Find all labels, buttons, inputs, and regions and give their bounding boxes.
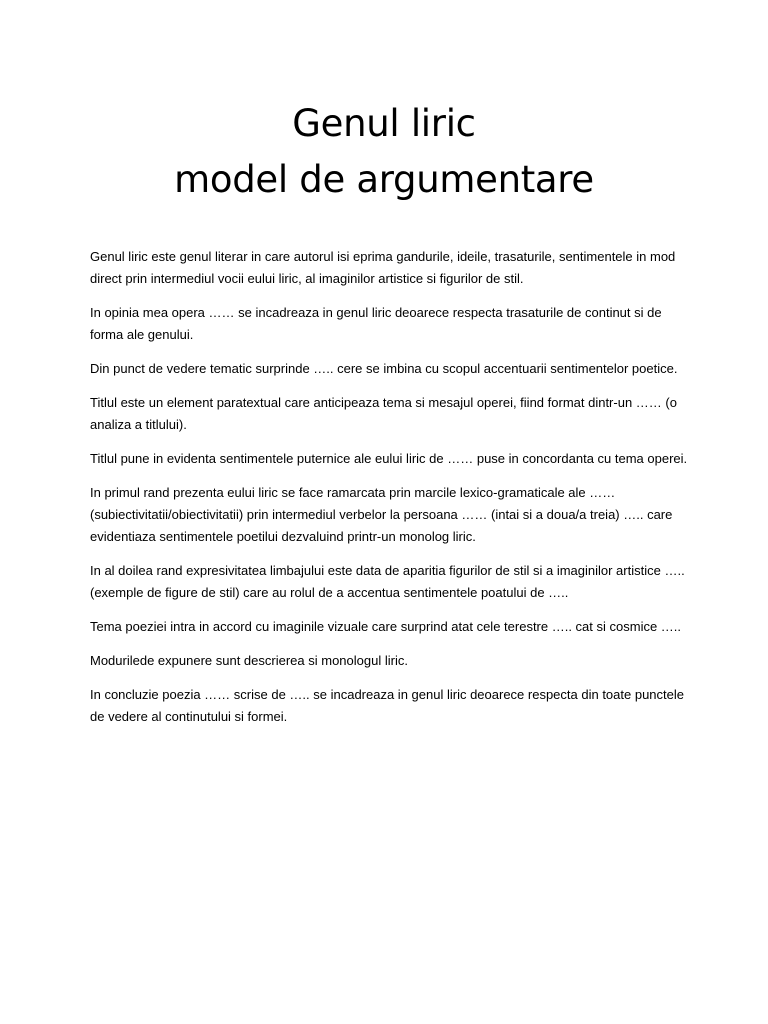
paragraph-first-argument: In primul rand prezenta eului liric se face ramarcata prin marcile lexico-gramaticale ale …… (subiectivitatii/obiectivitatii) prin intermediul verbelor la persoana …… (intai si a doua/a treia) ….. care evidentiaza sentimentele poetilui dezvaluind printr-un monolog liric. (90, 485, 673, 544)
document-title: Genul liric (292, 102, 476, 145)
document-body (90, 246, 690, 740)
paragraph-theme: Din punct de vedere tematic surprinde ….. cere se imbina cu scopul accentuarii sentimentelor poetice. (90, 361, 678, 376)
paragraph-title-element: Titlul este un element paratextual care anticipeaza tema si mesajul operei, fiind format dintr-un …… (o analiza a titlului). (90, 395, 677, 432)
paragraph-opinion: In opinia mea opera …… se incadreaza in genul liric deoarece respecta trasaturile de continut si de forma ale genului. (90, 305, 662, 342)
paragraph-poem-theme: Tema poeziei intra in accord cu imaginile vizuale care surprind atat cele terestre ….. cat si cosmice ….. (90, 619, 682, 634)
paragraph-exposition-modes: Modurilede expunere sunt descrierea si monologul liric. (90, 653, 408, 668)
paragraph-conclusion: In concluzie poezia …… scrise de ….. se incadreaza in genul liric deoarece respecta din toate punctele de vedere al continutului si formei. (90, 687, 684, 724)
paragraph-definition: Genul liric este genul literar in care autorul isi eprima gandurile, ideile, trasaturile, sentimentele in mod direct prin intermediul vocii eului liric, al imaginilor artistice si figurilor de stil. (90, 249, 676, 286)
paragraph-title-feelings: Titlul pune in evidenta sentimentele puternice ale eului liric de …… puse in concordanta cu tema operei. (90, 451, 688, 466)
paragraph-second-argument: In al doilea rand expresivitatea limbajului este data de aparitia figurilor de stil si a imaginilor artistice ….. (exemple de figure de stil) care au rolul de a accentua sentimentele poatului de ….. (90, 563, 685, 600)
document-subtitle: model de argumentare (174, 158, 594, 201)
title-block (0, 96, 768, 208)
